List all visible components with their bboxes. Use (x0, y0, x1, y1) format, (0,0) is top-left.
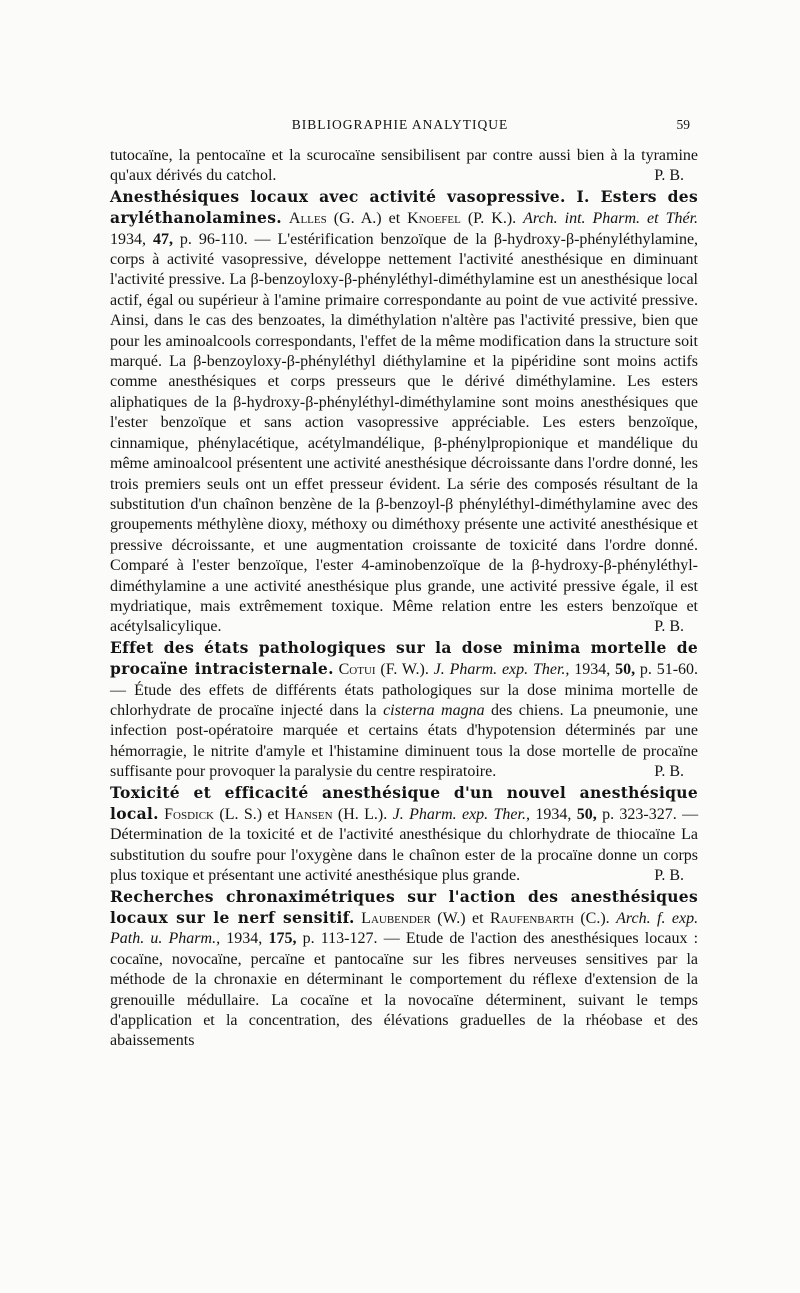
author-name: Fosdick (164, 806, 215, 823)
signature: P. B. (654, 867, 684, 885)
latin-term: cisterna magna (383, 701, 485, 719)
abstract-text: — Etude de l'action des anesthésiques locaux : cocaïne, novocaïne, percaïne et pantocaïne sur les fibres nerveuses sensitives par la méthode de la chronaxie en déterminant le comportement du réflexe d'extension de la grenouille médullaire. La cocaïne et la novocaïne déterminent, suivant le temps d'application et la concentration, des élévations graduelles de la rhéobase et des abaissements (110, 930, 699, 1050)
author-name: Hansen (284, 806, 333, 823)
author-conjunction: et (388, 210, 401, 228)
abstract-text: des chiens. La pneumonie, une infection post-opératoire marquée et certains états d'hypotension déterminés par une hémorragie, le nitrite d'amyle et l'histamine diminuent tous la dose mortelle de procaïne suffisante pour provoquer la paralysie du centre respiratoire. (110, 701, 698, 781)
journal-volume: 47, (152, 230, 173, 248)
author-initials: (F. W.). (380, 661, 429, 679)
author-initials: (H. L.). (337, 806, 388, 823)
article-entry (110, 783, 698, 887)
journal-name: J. Pharm. exp. Ther., (433, 661, 570, 679)
page-range: p. 51-60. (639, 661, 699, 679)
article-entry (110, 887, 698, 1052)
journal-name: J. Pharm. exp. Ther., (392, 806, 530, 823)
page-range: p. 96-110. (179, 230, 248, 248)
continuation-text: tutocaïne, la pentocaïne et la scurocaïne sensibilisent par contre aussi bien à la tyramine qu'aux dérivés du catchol. (110, 147, 698, 185)
article-title: Recherches chronaximétriques sur l'action des anesthésiques locaux sur le nerf sensitif. (110, 886, 698, 928)
article-entry (110, 187, 698, 638)
journal-name: Arch. f. exp. Path. u. Pharm., (110, 910, 699, 948)
page-range: p. 113-127. (302, 930, 378, 948)
abstract-text: — L'estérification benzoïque de la β-hydroxy-β-phényléthylamine, corps à activité vasopressive, développe nettement l'activité anesthésique en diminuant l'activité pressive. La β-benzoyloxy-β-phényléthyl-diméthylamine est un anesthésique local actif, égal ou supérieur à l'amine primaire correspondante au point de vue activité pressive. Ainsi, dans le cas des benzoates, la diméthylation n'altère pas l'activité pressive, bien que pour les aminoalcools correspondants, l'effet de la même modification dans la structure soit marqué. La β-benzoyloxy-β-phényléthyl diéthylamine et la pipéridine sont moins actifs comme anesthésiques et corps presseurs que le dérivé diméthylamine. Les esters aliphatiques de la β-hydroxy-β-phényléthyl-diméthylamine sont moins anesthésiques que l'ester benzoïque et sans action vasopressive appréciable. Les esters benzoïque, cinnamique, phénylacétique, acétylmandélique, β-phénylpropionique et mandélique du même aminoalcool présentent une activité anesthésique décroissante dans l'ordre donné, les trois premiers seuls ont un effet presseur évident. La série des composés résultant de la substitution d'un chaînon benzène de la β-benzoyl-β phényléthyl-diméthylamine avec des groupements méthylène dioxy, méthoxy ou diméthoxy présente une activité anesthésique et pressive décroissante, et une augmentation croissante de toxicité dans l'ordre donné. Comparé à l'ester benzoïque, l'ester 4-aminobenzoïque de la β-hydroxy-β-phényléthyl-diméthylamine a une activité anesthésique plus grande, une activité pressive égale, il est mydriatique, mais extrêmement toxique. Même relation entre les esters benzoïque et acétylsalicylique. (110, 230, 699, 636)
author-initials: (C.). (580, 910, 610, 928)
publication-year: 1934, (535, 806, 572, 823)
page-range: p. 323-327. (602, 806, 677, 823)
author-initials: (P. K.). (467, 210, 517, 228)
author-initials: (W.) (437, 910, 466, 928)
article-title: Anesthésiques locaux avec activité vasopressive. I. Esters des aryléthanolamines. (110, 186, 698, 228)
publication-year: 1934, (226, 930, 263, 948)
signature: P. B. (654, 167, 684, 185)
author-initials: (G. A.) (333, 210, 382, 228)
author-name: Cotui (338, 661, 376, 679)
page-number: 59 (676, 117, 690, 132)
publication-year: 1934, (110, 230, 146, 248)
signature: P. B. (654, 618, 684, 636)
article-title: Toxicité et efficacité anesthésique d'un nouvel anesthésique local. (110, 782, 698, 823)
journal-name: Arch. int. Pharm. et Thér. (523, 210, 699, 228)
running-title: BIBLIOGRAPHIE ANALYTIQUE (291, 117, 509, 132)
publication-year: 1934, (574, 661, 611, 679)
author-name: Raufenbarth (489, 910, 574, 928)
journal-volume: 50, (576, 806, 597, 823)
author-name: Laubender (361, 910, 431, 928)
article-entry (110, 638, 698, 783)
author-name: Alles (288, 210, 327, 228)
page-content (110, 146, 698, 1052)
journal-volume: 175, (268, 930, 297, 948)
author-name: Knoefel (407, 210, 461, 228)
journal-volume: 50, (615, 661, 636, 679)
article-title: Effet des états pathologiques sur la dose minima mortelle de procaïne intracisternale. (110, 637, 698, 679)
author-initials: (L. S.) (219, 806, 263, 823)
author-conjunction: et (267, 806, 279, 823)
abstract-text: — Étude des effets de différents états pathologiques sur la dose minima mortelle de chlorhydrate de procaïne injecté dans la (110, 681, 698, 719)
signature: P. B. (654, 763, 684, 781)
author-conjunction: et (471, 910, 484, 928)
continuation-paragraph (110, 146, 698, 187)
abstract-text: — Détermination de la toxicité et de l'activité anesthésique du chlorhydrate de thiocaïne La substitution du soufre pour l'oxygène dans le chaînon ester de la procaïne donne un corps plus toxique et présentant une activité anesthésique plus grande. (110, 806, 699, 885)
